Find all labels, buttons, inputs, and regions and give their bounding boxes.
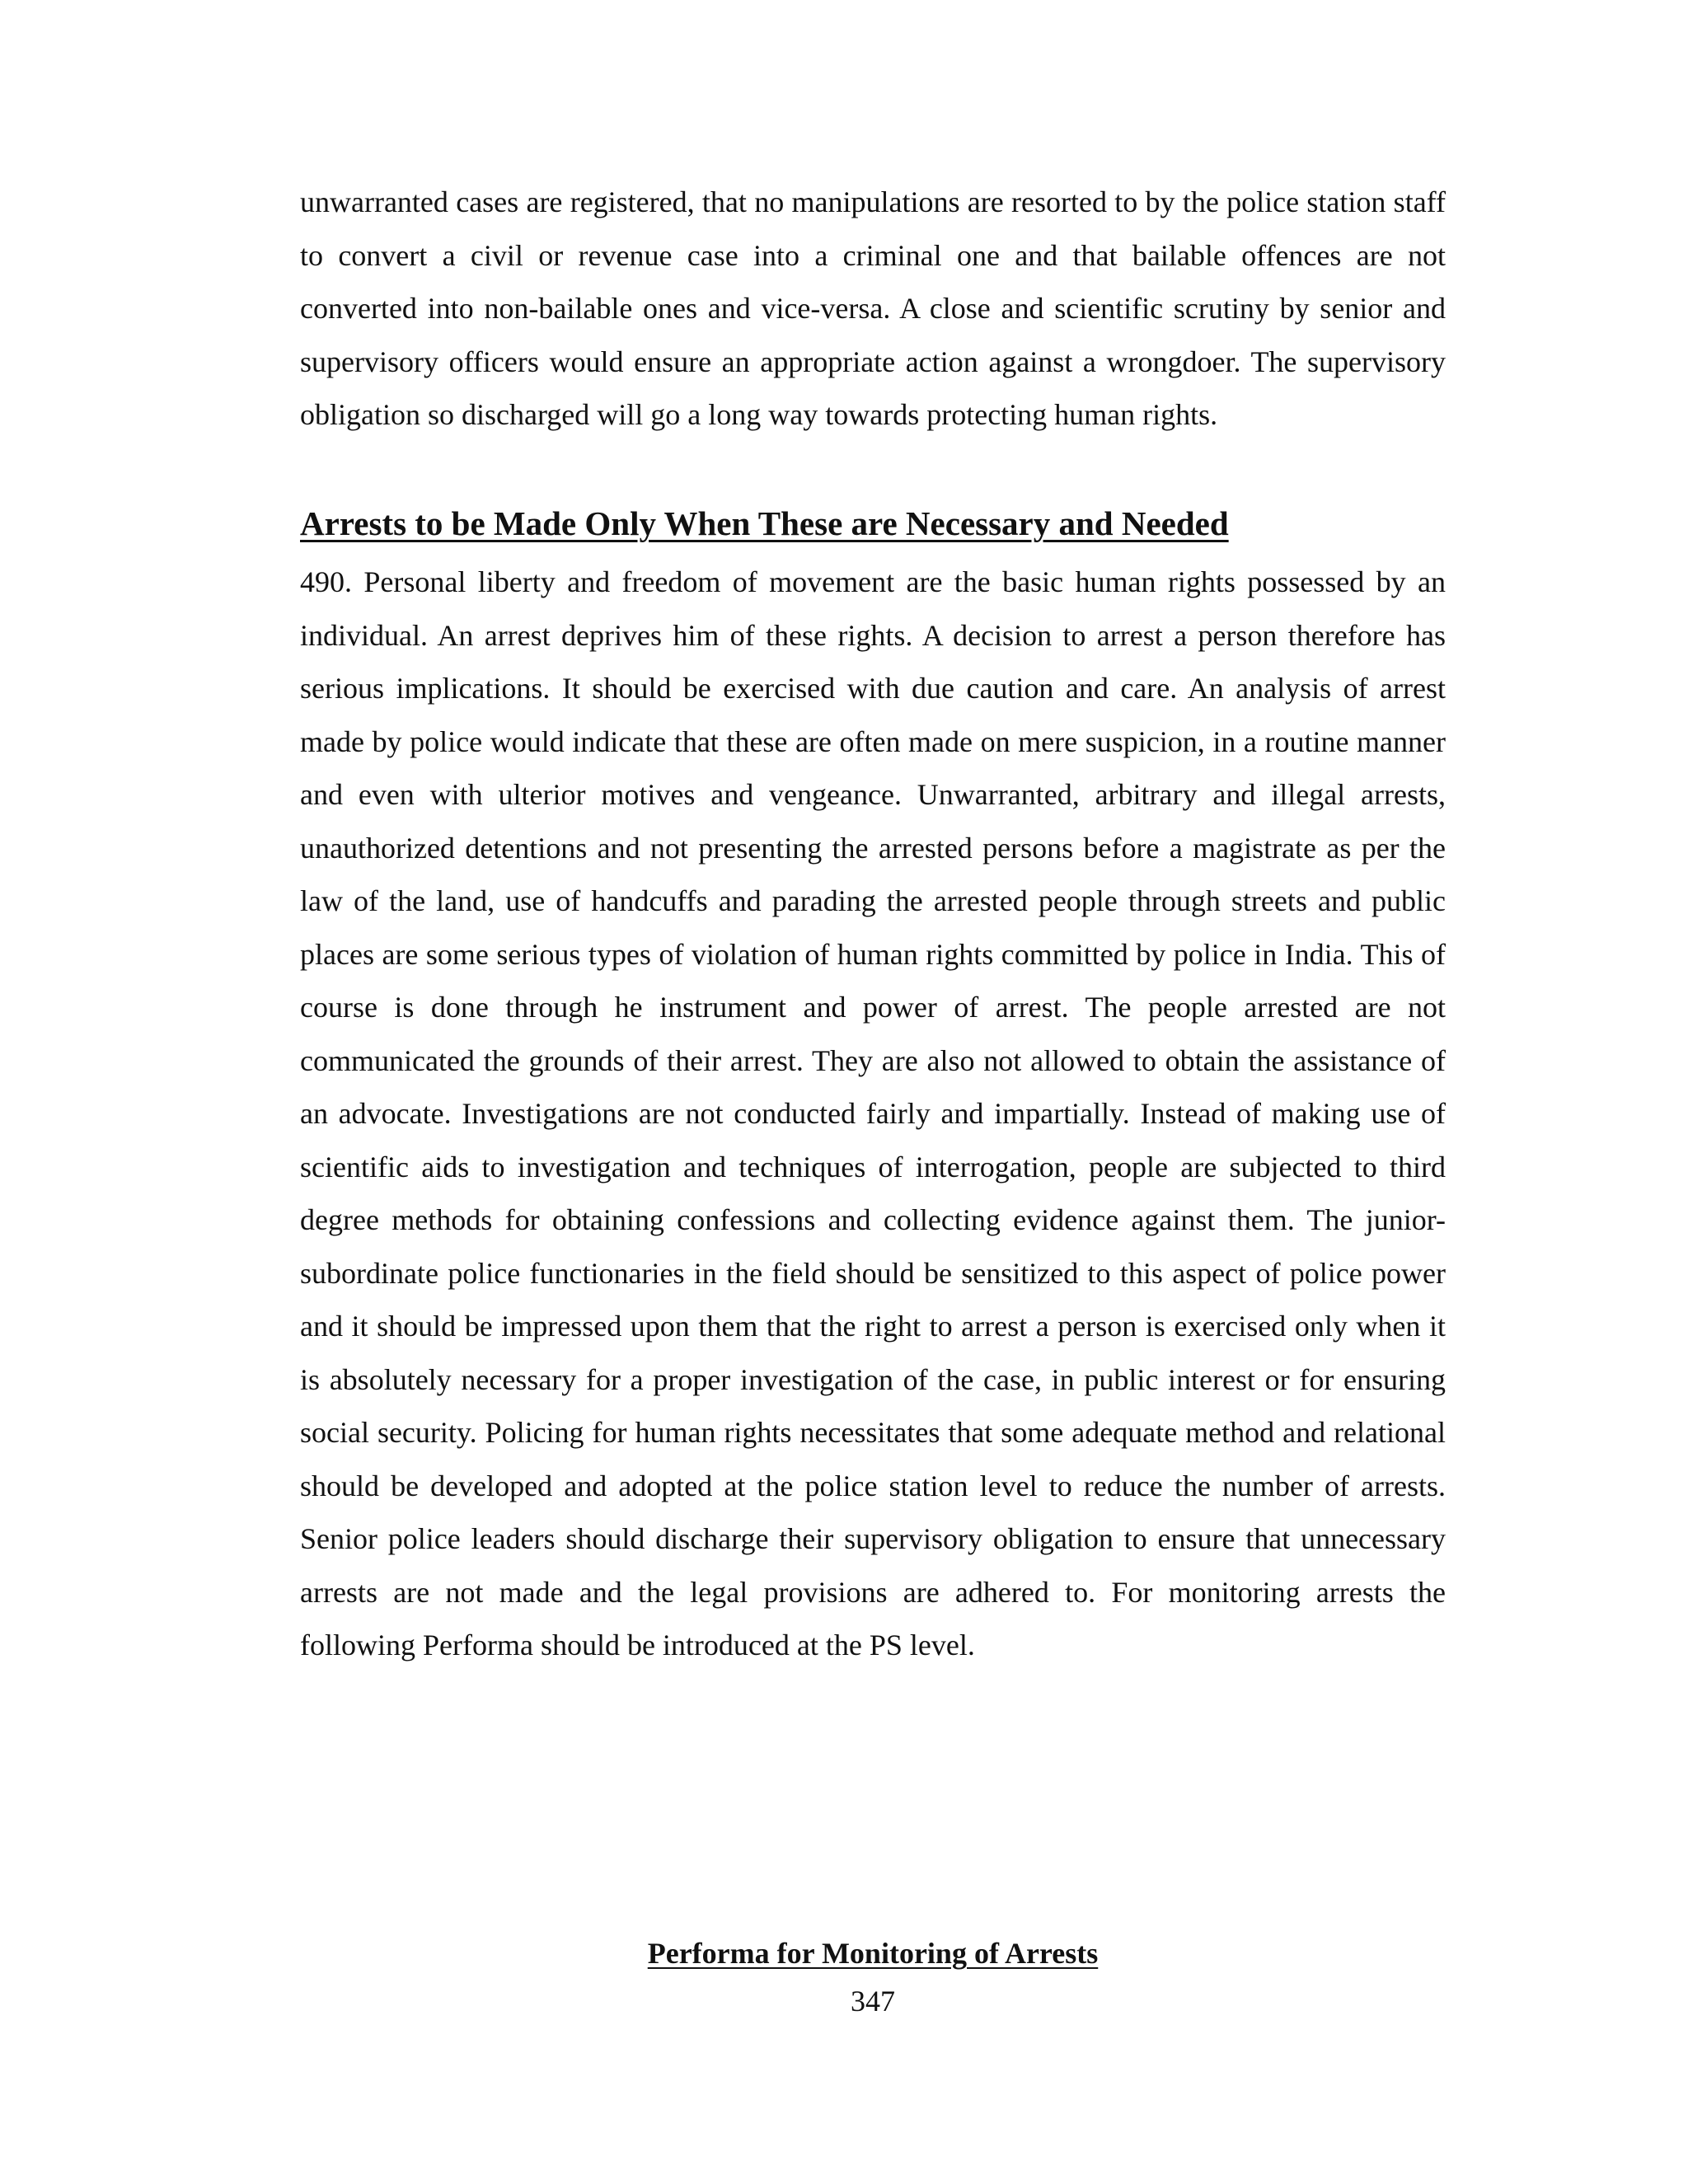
body-paragraph-top: unwarranted cases are registered, that no manipulations are resorted to by the police station staff to convert a civil or revenue case into a criminal one and that bailable offences are not converted into non-bailable ones and vice-versa. A close and scientific scrutiny by senior and supervisory officers would ensure an appropriate action against a wrongdoer. The supervisory obligation so discharged will go a long way towards protecting human rights. <box>300 185 1446 431</box>
performa-heading: Performa for Monitoring of Arrests <box>647 1937 1099 1970</box>
page-number: 347 <box>851 1985 895 2018</box>
body-paragraph-490: 490. Personal liberty and freedom of movement are the basic human rights possessed by an individual. An arrest deprives him of these rights. A decision to arrest a person therefore has serious implications. It should be exercised with due caution and care. An analysis of arrest made by police would indicate that these are often made on mere suspicion, in a routine manner and even with ulterior motives and vengeance. Unwarranted, arbitrary and illegal arrests, unauthorized detentions and not presenting the arrested persons before a magistrate as per the law of the land, use of handcuffs and parading the arrested people through streets and public places are some serious types of violation of human rights committed by police in India. This of course is done through he instrument and power of arrest. The people arrested are not communicated the grounds of their arrest. They are also not allowed to obtain the assistance of an advocate. Investigations are not conducted fairly and impartially. Instead of making use of scientific aids to investigation and techniques of interrogation, people are subjected to third degree methods for obtaining confessions and collecting evidence against them. The junior-subordinate police functionaries in the field should be sensitized to this aspect of police power and it should be impressed upon them that the right to arrest a person is exercised only when it is absolutely necessary for a proper investigation of the case, in public interest or for ensuring social security. Policing for human rights necessitates that some adequate method and relational should be developed and adopted at the police station level to reduce the number of arrests. Senior police leaders should discharge their supervisory obligation to ensure that unnecessary arrests are not made and the legal provisions are adhered to. For monitoring arrests the following Performa should be introduced at the PS level. <box>300 565 1446 1661</box>
section-heading: Arrests to be Made Only When These are Necessary and Needed <box>300 504 1229 542</box>
